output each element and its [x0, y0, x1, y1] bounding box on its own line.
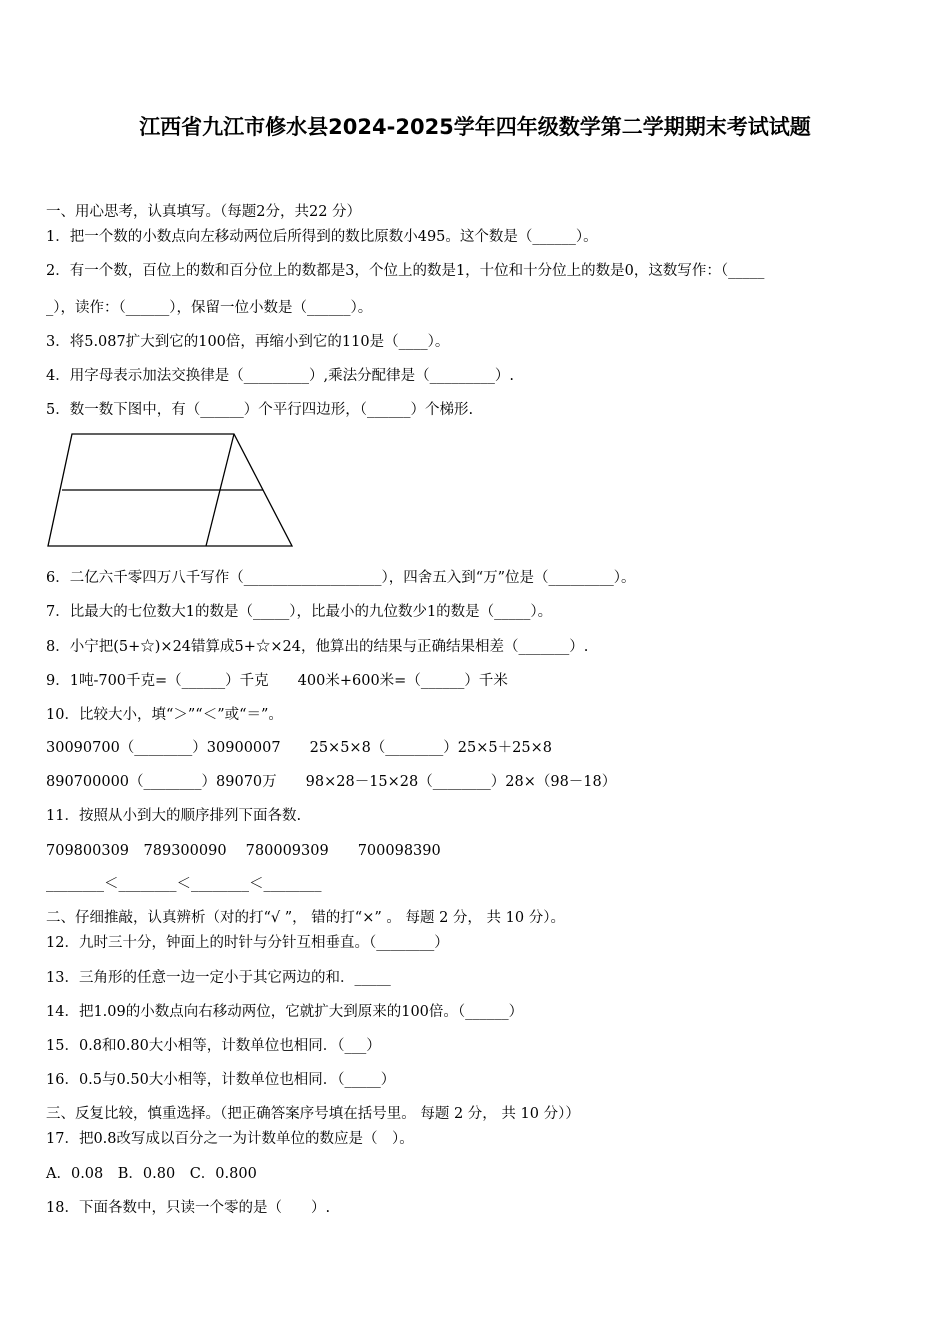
- question-1: 1．把一个数的小数点向左移动两位后所得到的数比原数小495。这个数是（______）。: [46, 229, 598, 245]
- question-10-row-2: 890700000（________）89070万 98×28－15×28（________）28×（98－18）: [46, 774, 617, 790]
- question-8: 8．小宁把(5+☆)×24错算成5+☆×24，他算出的结果与正确结果相差（_______）.: [46, 639, 589, 655]
- question-6: 6．二亿六千零四万八千写作（___________________），四舍五入到“万”位是（_________）。: [46, 570, 636, 586]
- question-7: 7．比最大的七位数大1的数是（_____），比最小的九位数少1的数是（_____）。: [46, 604, 553, 620]
- question-17-options: A．0.08 B．0.80 C．0.800: [46, 1166, 257, 1182]
- section-3-heading: 三、反复比较，慎重选择。（把正确答案序号填在括号里。 每题 2 分， 共 10 分））: [46, 1106, 580, 1122]
- question-16: 16．0.5与0.50大小相等，计数单位也相同．（_____）: [46, 1072, 396, 1088]
- section-1-heading: 一、用心思考，认真填写。（每题2分，共22 分）: [46, 204, 362, 220]
- question-10: 10．比较大小，填“＞”“＜”或“＝”。: [46, 707, 283, 723]
- question-2-cont: _），读作：（______），保留一位小数是（______）。: [46, 300, 373, 316]
- question-11-numbers: 709800309 789300090 780009309 700098390: [46, 843, 441, 859]
- section-2-heading: 二、仔细推敲，认真辨析（对的打“√ ”， 错的打“×” 。 每题 2 分， 共 10 分）。: [46, 910, 565, 926]
- question-10-row-1: 30090700（________）30900007 25×5×8（________）25×5＋25×8: [46, 740, 552, 756]
- question-14: 14．把1.09的小数点向右移动两位，它就扩大到原来的100倍。（______）: [46, 1004, 524, 1020]
- question-17: 17．把0.8改写成以百分之一为计数单位的数应是（ ）。: [46, 1131, 414, 1147]
- question-5: 5．数一数下图中，有（______）个平行四边形，（______）个梯形.: [46, 402, 474, 418]
- page-title: 江西省九江市修水县2024-2025学年四年级数学第二学期期末考试试题: [139, 115, 811, 139]
- question-15: 15．0.8和0.80大小相等，计数单位也相同．（___）: [46, 1038, 381, 1054]
- question-9: 9．1吨-700千克=（______）千克 400米+600米=（______）千米: [46, 673, 508, 689]
- question-4: 4．用字母表示加法交换律是（_________）,乘法分配律是（_________）.: [46, 368, 514, 384]
- question-12: 12．九时三十分，钟面上的时针与分针互相垂直。（________）: [46, 935, 449, 951]
- question-2: 2．有一个数，百位上的数和百分位上的数都是3，个位上的数是1，十位和十分位上的数是0，这数写作：（_____: [46, 263, 765, 279]
- question-11-order: ________＜________＜________＜________: [46, 876, 322, 892]
- question-3: 3．将5.087扩大到它的100倍，再缩小到它的110是（____）。: [46, 334, 450, 350]
- question-18: 18．下面各数中，只读一个零的是（ ）.: [46, 1200, 331, 1216]
- question-13: 13．三角形的任意一边一定小于其它两边的和．_____: [46, 970, 391, 986]
- question-11: 11．按照从小到大的顺序排列下面各数.: [46, 808, 302, 824]
- trapezoid-figure: [44, 428, 296, 550]
